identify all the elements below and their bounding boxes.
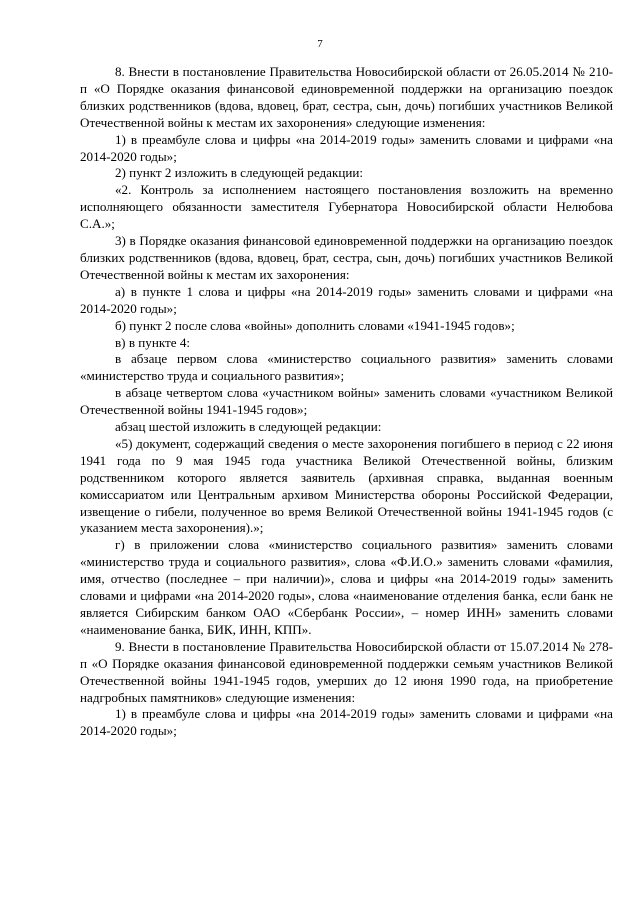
page-number: 7 bbox=[317, 38, 323, 50]
paragraph-item-9: 9. Внести в постановление Правительства Новосибирской области от 15.07.2014 № 278-п «О Порядке оказания финансовой единовременной поддержки семьям участников Великой Отечественной войны 1941-1945 годов, умерших до 12 июня 1990 года, на приобретение надгробных памятников» следующие изменения: bbox=[80, 638, 613, 705]
paragraph-8-sub-1: 1) в преамбуле слова и цифры «на 2014-2019 годы» заменить словами и цифрами «на 2014-2020 годы»; bbox=[80, 131, 613, 164]
paragraph-8-sub-3v-fourth: в абзаце четвертом слова «участником войны» заменить словами «участником Великой Отечественной войны 1941-1945 годов»; bbox=[80, 385, 613, 418]
paragraph-8-sub-3v-sixth: абзац шестой изложить в следующей редакции: bbox=[115, 419, 382, 435]
paragraph-8-sub-3b: б) пункт 2 после слова «войны» дополнить словами «1941-1945 годов»; bbox=[115, 317, 515, 333]
paragraph-8-sub-3: 3) в Порядке оказания финансовой единовременной поддержки на организацию поездок близких родственников (вдова, вдовец, брат, сестра, сын, дочь) погибших участников Великой Отечественной войны к местам их захоронения: bbox=[80, 233, 613, 282]
paragraph-item-8: 8. Внести в постановление Правительства Новосибирской области от 26.05.2014 № 210-п «О Порядке оказания финансовой единовременной поддержки на организацию поездок близких родственников (вдова, вдовец, брат, сестра, сын, дочь) погибших участников Великой Отечественной войны к местам их захоронения» следующие изменения: bbox=[80, 64, 613, 130]
paragraph-8-sub-3v-first: в абзаце первом слова «министерство социального развития» заменить словами «министерство труда и социального развития»; bbox=[80, 351, 613, 384]
paragraph-8-sub-3a: а) в пункте 1 слова и цифры «на 2014-2019 годы» заменить словами и цифрами «на 2014-2020 годы»; bbox=[80, 283, 613, 316]
paragraph-8-sub-3g: г) в приложении слова «министерство социального развития» заменить словами «министерство труда и социального развития», слова «Ф.И.О.» заменить словами «фамилия, имя, отчество (последнее – при наличии)», слова и цифры «на 2014-2019 годы» заменить словами и цифрами «на 2014-2020 годы», слова «наименование отделения банка, если банк не является Сибирским банком ОАО «Сбербанк России», – номер ИНН» заменить словами «наименование банка, БИК, ИНН, КПП». bbox=[80, 537, 613, 637]
paragraph-8-quote-5: «5) документ, содержащий сведения о месте захоронения погибшего в период с 22 июня 1941 года по 9 мая 1945 года участника Великой Отечественной войны, близким родственником которого является заявитель (архивная справка, выданная военным комиссариатом или Центральным архивом Министерства обороны Российской Федерации, извещение о гибели, полученное во время Великой Отечественной войны 1941-1945 годов (с указанием места захоронения).»; bbox=[80, 435, 613, 536]
paragraph-8-quote-2: «2. Контроль за исполнением настоящего постановления возложить на временно исполняющего обязанности заместителя Губернатора Новосибирской области Нелюбова С.А.»; bbox=[80, 182, 613, 232]
document-body bbox=[80, 64, 613, 740]
paragraph-9-sub-1: 1) в преамбуле слова и цифры «на 2014-2019 годы» заменить словами и цифрами «на 2014-2020 годы»; bbox=[80, 706, 613, 739]
paragraph-8-sub-2: 2) пункт 2 изложить в следующей редакции: bbox=[115, 165, 363, 181]
paragraph-8-sub-3v: в) в пункте 4: bbox=[115, 334, 191, 350]
